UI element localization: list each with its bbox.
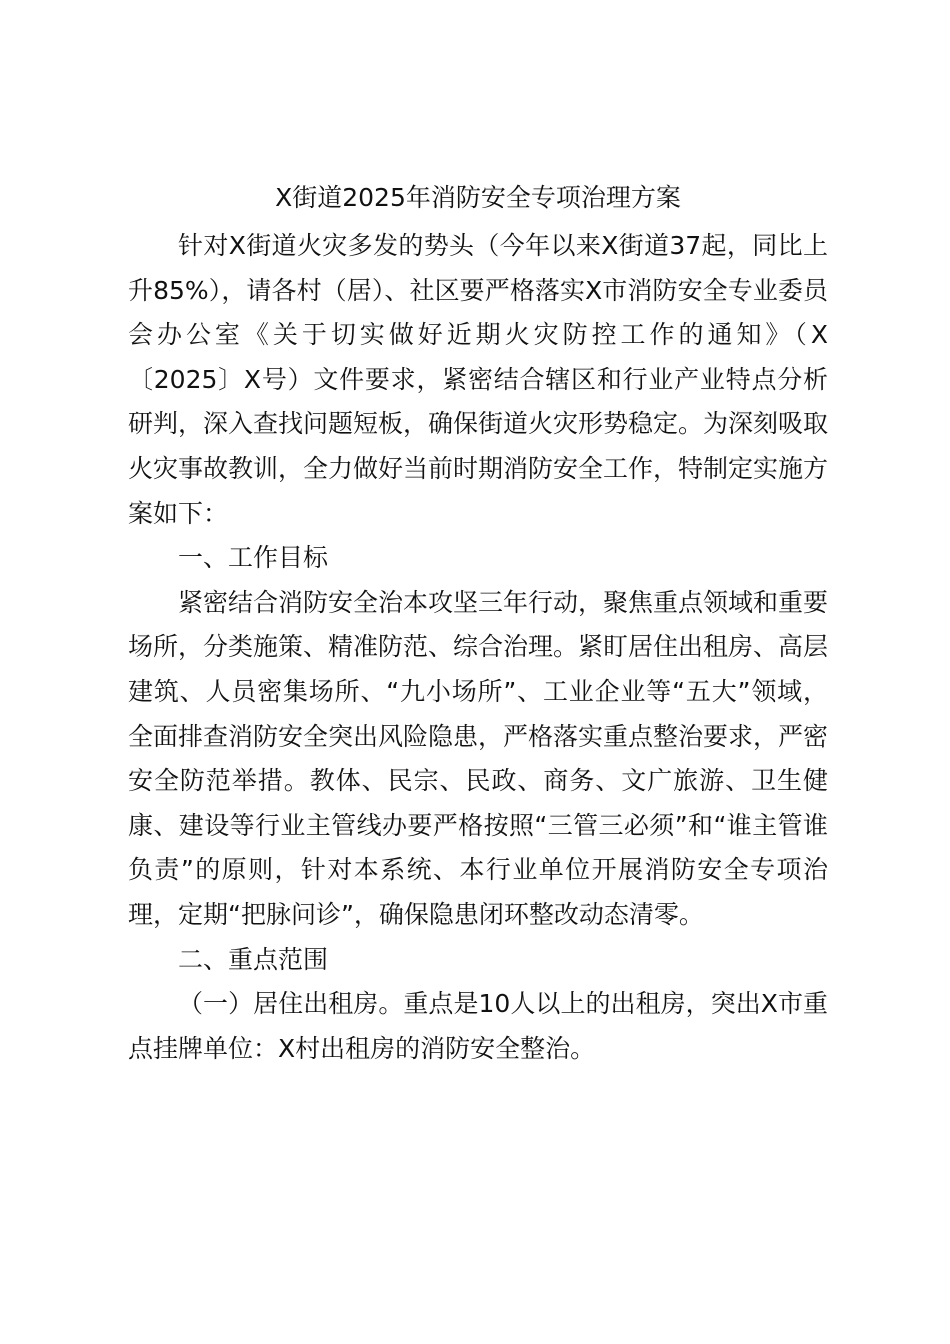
- intro-paragraph: 针对X街道火灾多发的势头（今年以来X街道37起，同比上升85%），请各村（居）、社区要严格落实X市消防安全专业委员会办公室《关于切实做好近期火灾防控工作的通知》（X〔2025〕X号）文件要求，紧密结合辖区和行业产业特点分析研判，深入查找问题短板，确保街道火灾形势稳定。为深刻吸取火灾事故教训，全力做好当前时期消防安全工作，特制定实施方案如下：: [128, 231, 829, 528]
- section-heading-scope: 二、重点范围: [178, 944, 329, 974]
- document-body: [128, 224, 828, 1071]
- document-title: X街道2025年消防安全专项治理方案: [275, 183, 681, 212]
- section-heading-goals: 一、工作目标: [178, 543, 329, 573]
- scope-item-rental-housing: （一）居住出租房。重点是10人以上的出租房，突出X市重点挂牌单位：X村出租房的消防安全整治。: [128, 989, 828, 1063]
- goals-paragraph: 紧密结合消防安全治本攻坚三年行动，聚焦重点领域和重要场所，分类施策、精准防范、综合治理。紧盯居住出租房、高层建筑、人员密集场所、“九小场所”、工业企业等“五大”领域，全面排查消防安全突出风险隐患，严格落实重点整治要求，严密安全防范举措。教体、民宗、民政、商务、文广旅游、卫生健康、建设等行业主管线办要严格按照“三管三必须”和“谁主管谁负责”的原则，针对本系统、本行业单位开展消防安全专项治理，定期“把脉问诊”，确保隐患闭环整改动态清零。: [128, 587, 829, 929]
- document-page: [128, 172, 828, 1071]
